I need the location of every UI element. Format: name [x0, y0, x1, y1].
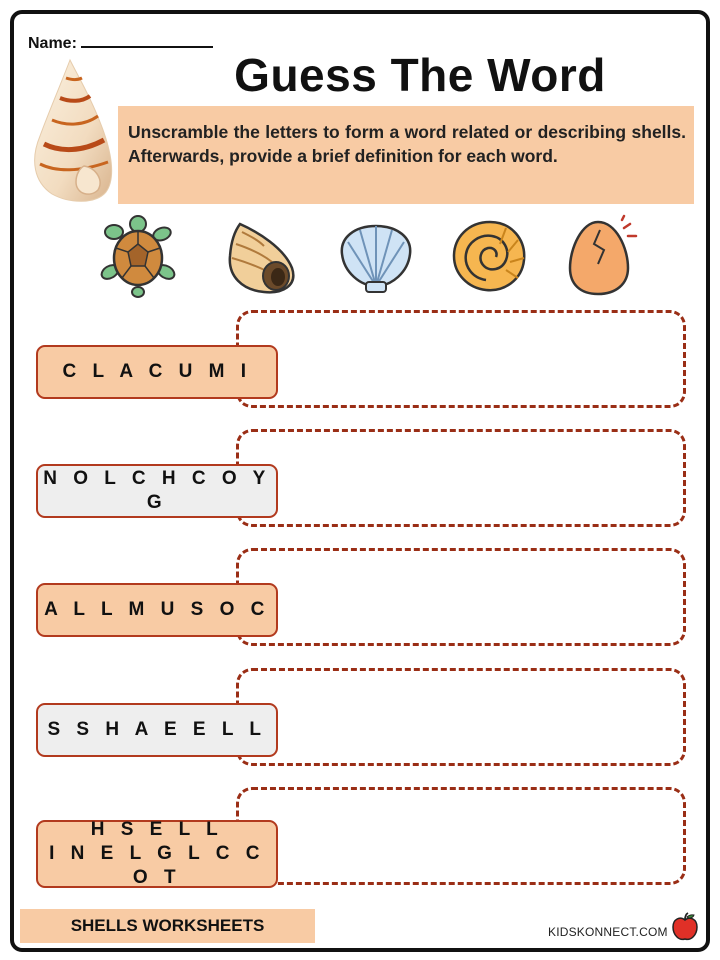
scrambled-word-box: [36, 583, 278, 637]
definition-answer-box[interactable]: [236, 429, 686, 527]
conch-shell-icon: [218, 214, 302, 298]
cracked-egg-icon: [560, 214, 644, 298]
scrambled-word-text: I N E L G L C C O T: [49, 843, 265, 888]
scrambled-word-text: N O L C H C O Y G: [43, 468, 271, 513]
definition-answer-box[interactable]: [236, 668, 686, 766]
footer-label: SHELLS WORKSHEETS: [20, 909, 315, 943]
shell-icon-row: [0, 214, 720, 304]
scrambled-word-box: [36, 464, 278, 518]
name-label: Name:: [28, 35, 77, 52]
definition-answer-box[interactable]: [236, 787, 686, 885]
instructions-box: Unscramble the letters to form a word related or describing shells. Afterwards, provide a brief definition for each word.: [118, 106, 694, 204]
scrambled-word-text: S S H A E E L L: [47, 719, 267, 740]
scrambled-word-box: [36, 820, 278, 888]
apple-logo-icon: [668, 910, 702, 944]
scrambled-word-box: [36, 345, 278, 399]
name-field[interactable]: [28, 32, 213, 53]
scrambled-word-text: A L L M U S O C: [44, 599, 270, 620]
shell-photo-icon: [26, 56, 122, 206]
scrambled-word-box: [36, 703, 278, 757]
sea-turtle-icon: [96, 214, 180, 298]
scrambled-word-text: H S E L L: [90, 819, 224, 840]
definition-answer-box[interactable]: [236, 310, 686, 408]
brand-text: KIDSKONNECT.COM: [548, 925, 668, 939]
nautilus-shell-icon: [446, 214, 530, 298]
page-title: Guess The Word: [234, 49, 606, 101]
scrambled-word-text: C L A C U M I: [62, 361, 252, 382]
name-blank-line[interactable]: [81, 32, 213, 48]
scallop-shell-icon: [334, 214, 418, 298]
definition-answer-box[interactable]: [236, 548, 686, 646]
